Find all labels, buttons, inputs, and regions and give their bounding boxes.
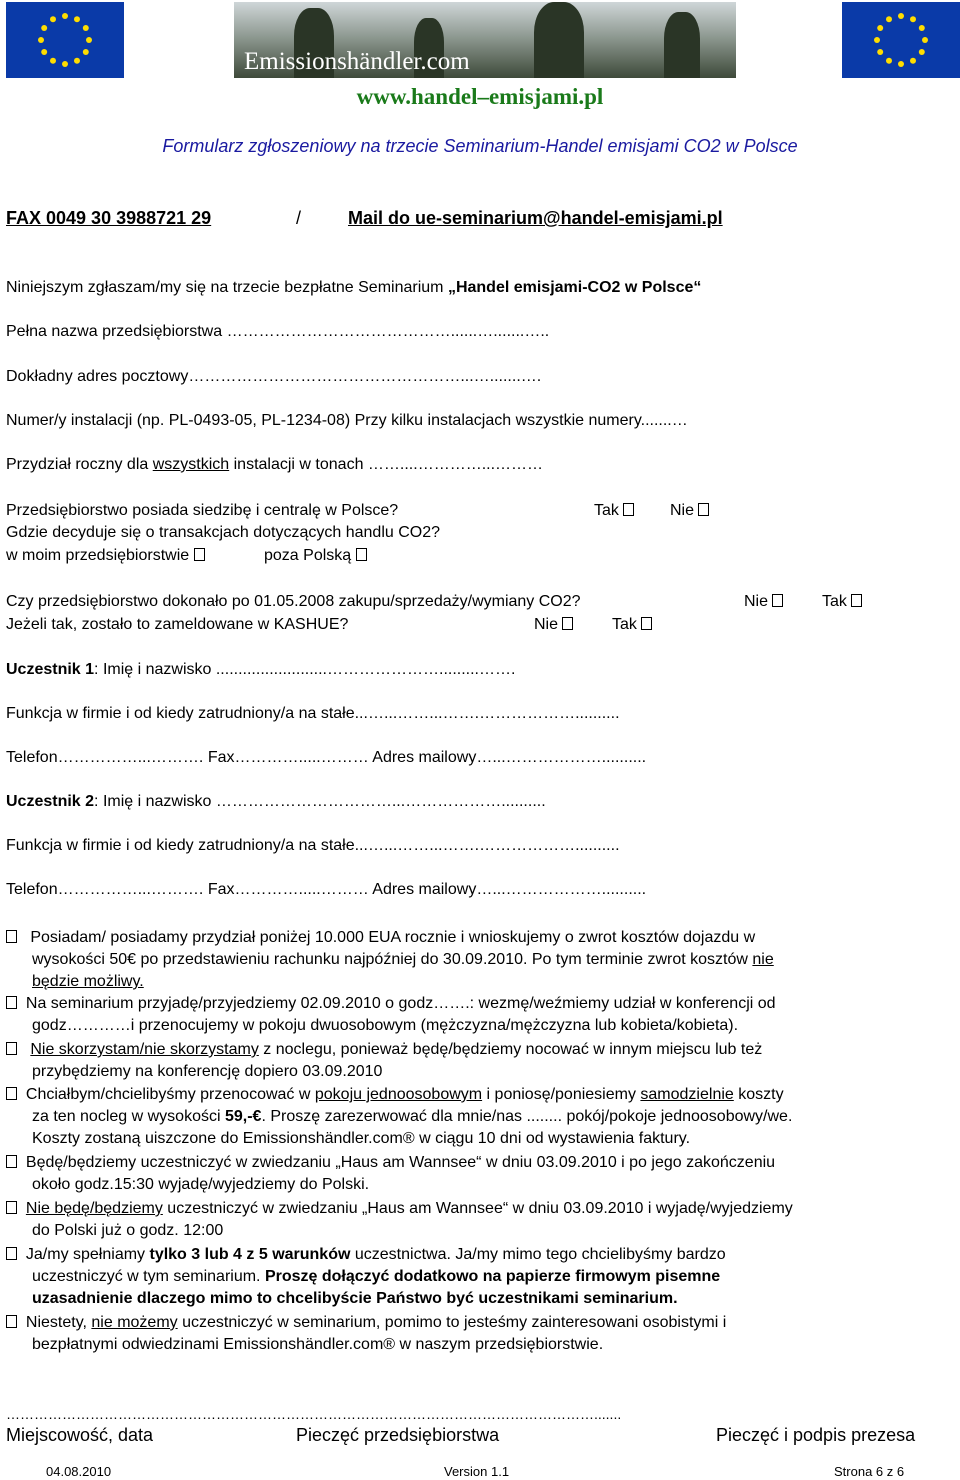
option-partial-conditions[interactable]: Ja/my spełniamy tylko 3 lub 4 z 5 warunków uczestnictwa. Ja/my mimo tego chcielibyśmy bardzo uczestniczyć w tym seminarium. Proszę dołączyć dodatkowo na papierze firmowym pisemne uzasadnienie dlaczego mimo to chcelibyście Państwo być uczestnikami seminarium. — [6, 1244, 952, 1310]
checkbox[interactable] — [623, 503, 634, 516]
checkbox[interactable] — [6, 1155, 17, 1168]
place-date-label: Miejscowość, data — [6, 1425, 154, 1445]
participant-2-name-field[interactable]: Uczestnik 2: Imię i nazwisko ……………………………...……………….......... — [6, 793, 546, 810]
installation-number-field[interactable]: Numer/y instalacji (np. PL-0493-05, PL-1234-08) Przy kilku instalacjach wszystkie numery.......… — [6, 412, 688, 429]
option-cannot-attend[interactable]: Niestety, nie możemy uczestniczyć w seminarium, pomimo to jesteśmy zainteresowani osobistymi i bezpłatnymi odwiedzinami Emissionshändler.com® w naszym przedsiębiorstwie. — [6, 1312, 952, 1356]
company-name-field[interactable]: Pełna nazwa przedsiębiorstwa ……………………………………......….......….. — [6, 323, 550, 340]
checkbox[interactable] — [6, 996, 17, 1009]
participant-1-contact-field[interactable]: Telefon……………...………. Fax………….....……… Adres mailowy…...……………….......... — [6, 749, 647, 766]
annual-allocation-field[interactable]: Przydział roczny dla wszystkich instalacji w tonach ……....…………...……… — [6, 456, 544, 473]
checkbox[interactable] — [6, 1201, 17, 1214]
option-no-wannsee-visit[interactable]: Nie będę/będziemy uczestniczyć w zwiedzaniu „Haus am Wannsee“ w dniu 03.09.2010 i wyjadę/wyjedziemy do Polski już o godz. 12:00 — [6, 1198, 952, 1242]
emissionshaendler-banner — [234, 2, 736, 78]
question-hq-poland: Przedsiębiorstwo posiada siedzibę i centralę w Polsce? — [6, 502, 399, 519]
question-kashue: Jeżeli tak, zostało to zameldowane w KASHUE? — [6, 616, 349, 633]
question-co2-trade: Czy przedsiębiorstwo dokonało po 01.05.2008 zakupu/sprzedaży/wymiany CO2? — [6, 593, 581, 610]
trade-yes-option[interactable]: Tak — [822, 593, 862, 611]
decision-in-company-option[interactable]: w moim przedsiębiorstwie — [6, 547, 205, 565]
site-url[interactable]: www.handel–emisjami.pl — [356, 84, 604, 109]
checkbox[interactable] — [851, 594, 862, 607]
footer-date: 04.08.2010 — [46, 1464, 112, 1479]
checkbox[interactable] — [6, 1042, 17, 1055]
banner-logo: Emissionshändler.com — [244, 48, 470, 75]
ceo-signature-label: Pieczęć i podpis prezesa — [716, 1425, 916, 1445]
checkbox[interactable] — [6, 1247, 17, 1260]
postal-address-field[interactable]: Dokładny adres pocztowy……………………………………………...….......…. — [6, 368, 542, 385]
fax-number: FAX 0049 30 3988721 29 — [6, 208, 212, 228]
question-decision-place: Gdzie decyduje się o transakcjach dotyczących handlu CO2? — [6, 524, 441, 541]
kashue-yes-option[interactable]: Tak — [612, 616, 652, 634]
seminar-name: „Handel emisjami-CO2 w Polsce“ — [447, 279, 702, 296]
participant-1-position-field[interactable]: Funkcja w firmie i od kiedy zatrudniony/a na stałe...…...……...…….……………….......... — [6, 705, 620, 722]
checkbox[interactable] — [6, 930, 17, 943]
footer-version: Version 1.1 — [444, 1464, 510, 1479]
participant-2-contact-field[interactable]: Telefon……………...………. Fax………….....……… Adres mailowy…...……………….......... — [6, 881, 647, 898]
hq-no-option[interactable]: Nie — [670, 502, 709, 520]
mail-link[interactable]: Mail do ue-seminarium@handel-emisjami.pl — [348, 208, 723, 228]
option-single-room[interactable]: Chciałbym/chcielibyśmy przenocować w pokoju jednoosobowym i poniosę/poniesiemy samodzielnie koszty za ten nocleg w wysokości 59,-€. Proszę zarezerwować dla mnie/nas ........ pokój/pokoje jednoosobowy/we. Koszty zostaną uiszczone do Emissionshändler.com® w ciągu 10 dni od wystawienia faktury. — [6, 1084, 952, 1150]
checkbox[interactable] — [6, 1315, 17, 1328]
eu-stars-icon — [842, 2, 960, 78]
footer-page-number: Strona 6 z 6 — [834, 1464, 905, 1479]
trade-no-option[interactable]: Nie — [744, 593, 783, 611]
participant-1-name-field[interactable]: Uczestnik 1: Imię i nazwisko .........................………………….........……. — [6, 661, 516, 678]
contact-separator: / — [296, 208, 302, 228]
kashue-no-option[interactable]: Nie — [534, 616, 573, 634]
form-title: Formularz zgłoszeniowy na trzecie Seminarium-Handel emisjami CO2 w Polsce — [162, 136, 798, 156]
checkbox[interactable] — [698, 503, 709, 516]
checkbox[interactable] — [772, 594, 783, 607]
checkbox[interactable] — [194, 548, 205, 561]
participant-2-position-field[interactable]: Funkcja w firmie i od kiedy zatrudniony/a na stałe...…...……...…….……………….......... — [6, 837, 620, 854]
checkbox[interactable] — [356, 548, 367, 561]
eu-flag-right — [842, 2, 960, 78]
decision-outside-poland-option[interactable]: poza Polską — [264, 547, 367, 565]
option-travel-refund[interactable]: Posiadam/ posiadamy przydział poniżej 10.000 EUA rocznie i wnioskujemy o zwrot kosztów dojazdu w wysokości 50€ po przedstawieniu rachunku najpóźniej do 30.09.2010. Po tym terminie zwrot kosztów nie będzie możliwy. — [6, 927, 952, 993]
checkbox[interactable] — [562, 617, 573, 630]
eu-flag-left — [6, 2, 124, 78]
option-overnight-double[interactable]: Na seminarium przyjadę/przyjedziemy 02.09.2010 o godz…….: wezmę/weźmiemy udział w konferencji od godz…………i przenocujemy w pokoju dwuosobowym (mężczyzna/mężczyzna lub kobieta/kobieta). — [6, 993, 952, 1037]
hq-yes-option[interactable]: Tak — [594, 502, 634, 520]
signature-line: ………………………………………………………………………………………………………………....... — [6, 1406, 622, 1422]
intro-text: Niniejszym zgłaszam/my się na trzecie bezpłatne Seminarium „Handel emisjami-CO2 w Polsce“ — [6, 279, 702, 296]
option-wannsee-visit[interactable]: Będę/będziemy uczestniczyć w zwiedzaniu „Haus am Wannsee“ w dniu 03.09.2010 i po jego zakończeniu około godz.15:30 wyjadę/wyjedziemy do Polski. — [6, 1152, 952, 1196]
eu-stars-icon — [6, 2, 124, 78]
company-stamp-label: Pieczęć przedsiębiorstwa — [296, 1425, 500, 1445]
checkbox[interactable] — [6, 1087, 17, 1100]
option-no-overnight[interactable]: Nie skorzystam/nie skorzystamy z noclegu, ponieważ będę/będziemy nocować w innym miejscu lub też przybędziemy na konferencję dopiero 03.09.2010 — [6, 1039, 952, 1083]
checkbox[interactable] — [641, 617, 652, 630]
